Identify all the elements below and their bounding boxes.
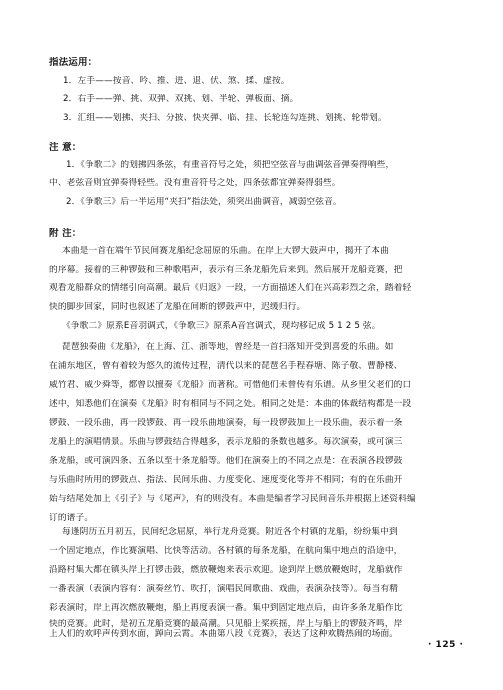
paragraph-line: 观看龙船群众的情绪引向高潮。最后《归返》一段，一方面描述人们在兴高彩烈之余，踏着轻	[49, 283, 412, 293]
paragraph-line: 的序幕。接着的三种锣鼓和三种歌唱声，表示有三条龙船先后来到。然后展开龙船竞赛，把	[49, 265, 403, 275]
paragraph-line: 沿路村集大都在镇头岸上打锣击鼓，燃放鞭炮来表示欢迎。途到岸上燃放鞭炮时，龙船就作	[49, 565, 403, 575]
fingering-heading: 指法运用：	[49, 57, 98, 68]
paragraph-line: 威竹君、威少舜等，都曾以擅奏《龙船》而著称。可惜他们未曾传有乐谱。从乡里父老们的口	[49, 380, 412, 390]
paragraph-line: 条龙船，或可演四条、五条以至十条龙船等。他们在演奏上的不同之点是：在表演各段锣鼓	[49, 456, 403, 466]
paragraph-line: 与乐曲时所用的锣鼓点、指法、民间乐曲、力度变化、速度变化等并不相同；有的在乐曲开	[49, 475, 403, 485]
notes-line: 2．《争歌三》后一半运用“夹扫”指法处，须突出曲调音，减弱空弦音。	[66, 197, 342, 207]
fingering-item: 1．左手——按音、吟、推、进、退、伏、煞、揉、虚按。	[63, 76, 290, 86]
paragraph-line: 彩表演时，岸上再次燃放鞭炮，船上再度表演一番。集中到固定地点后，由许多条龙船作比	[49, 603, 403, 613]
paragraph-line: 订的谱子。	[49, 513, 94, 523]
paragraph-line: 一番表演（表演内容有：演奏丝竹、吹打，演唱民间歌曲、戏曲，表演杂技等）。每当有精	[49, 584, 399, 594]
appendix-heading: 附 注：	[49, 228, 82, 239]
paragraph-line: 述中，知悉他们在演奏《龙船》时有相同与不同之处。相同之处是：本曲的体裁结构都是一段	[49, 399, 412, 409]
notes-heading: 注 意：	[49, 142, 82, 153]
paragraph-line: 每逢阴历五月初五，民间纪念屈原，举行龙舟竞赛。附近各个村镇的龙船，纷纷集中到	[62, 527, 398, 537]
paragraph-line: 龙船上的演唱情景。乐曲与锣鼓结合得越多，表示龙船的条数也越多。每次演奏，或可演三	[49, 437, 403, 447]
tuning-note: 《争歌二》原系E音羽调式，《争歌三》原系A音宫调式，现均移记成 5 1 2 5 弦。	[62, 321, 381, 331]
paragraph-line: 上人们的欢呼声传到水面，踔向云霄。本曲第八段《竞赛》，表达了这种欢腾热闹的场面。	[49, 629, 399, 639]
paragraph-line: 在浦东地区，曾有着较为悠久的流传过程，清代以来的琵琶名手程春塘、陈子敬、曹静楼、	[49, 361, 403, 371]
notes-line: 1．《争歌二》的划拂四条弦，有重音符号之处，须把空弦音与曲调弦音弹奏得响些，	[66, 160, 395, 170]
fingering-item: 2．右手——弹、挑、双弹、双挑、划、半轮、弹板面、摘。	[63, 94, 299, 104]
page-number: · 125 ·	[428, 640, 464, 650]
notes-line: 中、老弦音则宜弹奏得轻些。没有重音符号之处，四条弦都宜弹奏得弱些。	[49, 178, 341, 188]
fingering-item: 3．汇组——划拂、夹扫、分披、快夹弹、临、挂、长轮连勾连挑、划挑、轮带划。	[63, 113, 387, 123]
paragraph-line: 本曲是一首在端午节民间赛龙船纪念屈原的乐曲。在岸上大锣大鼓声中，揭开了本曲	[62, 246, 389, 256]
paragraph-line: 始与结尾处加上《引子》与《尾声》，有的则没有。本曲是编者学习民间音乐并根据上述资料编	[49, 494, 416, 504]
paragraph-line: 一个固定地点，作比赛演唱、比快等活动。各村镇的每条龙船，在航向集中地点的沿途中，	[49, 546, 403, 556]
paragraph-line: 快的竞赛。此时，是初五龙船竞赛的最高潮。只见船上桨疾摇，岸上与船上的锣鼓齐鸣，岸	[49, 619, 403, 629]
paragraph-line: 快的脚步回家，同时也叙述了龙船在间断的锣鼓声中，迟缓归行。	[49, 302, 306, 312]
paragraph-line: 琵琶独奏曲《龙船》，在上海、江、浙等地，曾经是一首扫落知开受到喜爱的乐曲。如	[62, 342, 394, 352]
paragraph-line: 锣鼓、一段乐曲，再一段锣鼓、再一段乐曲地演奏，每一段锣鼓加上一段乐曲，表示着一条	[49, 418, 403, 428]
